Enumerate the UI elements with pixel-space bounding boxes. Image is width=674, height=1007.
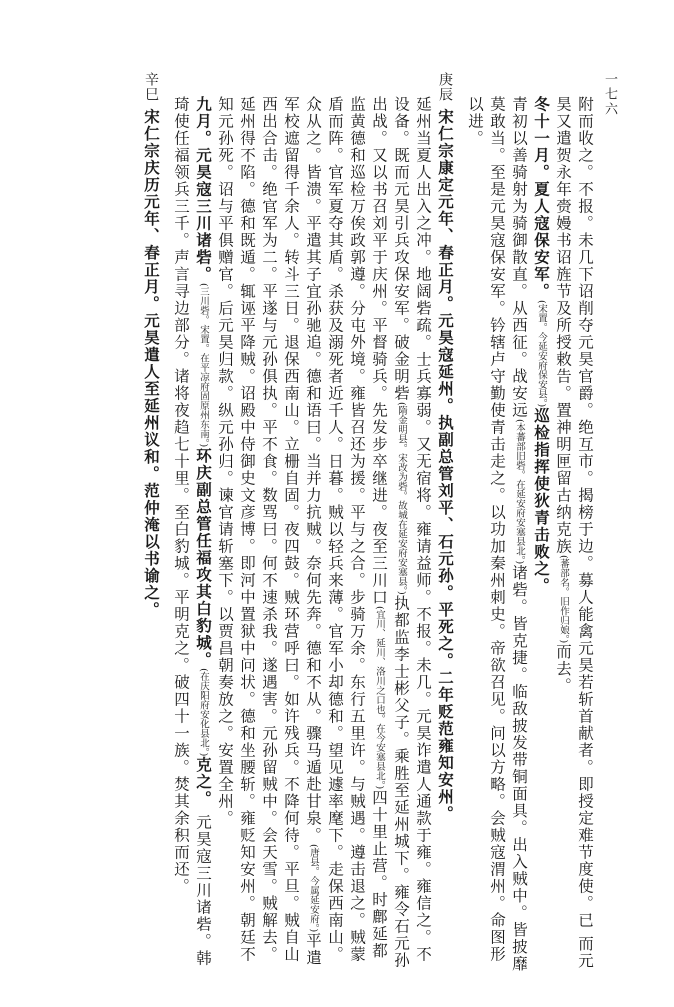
annotation: (宜川、延川、洛川之口也。在今安塞县北。) [374, 606, 385, 790]
annotation: (三川砦。宋置。在平凉府固原州东南。) [198, 283, 209, 448]
entry-body [214, 96, 434, 976]
line-text: 附而收之。不报。未几下诏削夺元昊官爵。绝互市。揭榜于边。募人能禽元昊若斩首献者。即授定难节度使。已 [576, 96, 594, 929]
entry-heading: 环庆副总管任福攻其白豹城。 [194, 447, 213, 669]
entry-heading: 宋仁宗康定元年、春正月。元昊寇延州。执副总管刘平、石元孙。平死之。二年贬范雍知安州。 [436, 108, 455, 823]
annotation: (蕃部名。旧作归娘。) [558, 555, 569, 644]
ganzhi-label: 庚辰 [437, 72, 453, 102]
annotation: (宋置。今延安府保安县。) [536, 300, 547, 408]
page-number: 一七六 [602, 72, 617, 117]
annotation: (本蕃部旧砦。在延安府安塞县北。) [514, 419, 525, 565]
line-text: 诸砦。皆克捷。临敌披发带铜面具。出入贼中。皆披靡莫敢当。至是元昊寇保安军。钤辖卢守勤使青击走之。以功加秦州刺史。帝欲召见。问以方略。会贼寇渭州。命图形以进。 [466, 96, 528, 973]
entry-heading: 巡检指挥使狄青击败之。 [532, 407, 551, 595]
ganzhi-label: 辛巳 [143, 72, 159, 102]
text-columns [40, 72, 596, 976]
line-text: 延州当夏人出入之冲。地阔砦疏。士兵寡弱。又无宿将。雍请益师。不报。未几。元昊诈遣人通款于雍。雍信之。不设备。既而元昊引兵攻保安军。破金明砦 [392, 96, 432, 963]
passage-continuation [552, 96, 596, 976]
line-text: 平遣军校遮留得千余人。转斗三日。退保西南山。立栅自固。夜四鼓。贼环营呼曰。如许残兵。不降何待。平旦。贼自山西出合击。绝官军为二。平遂与元孙俱执。平不食。数骂曰。何不速杀我。遂遇害。元孙留贼中。会天雪。贼解去。延州得不陷。德和既遁。辄诬平降贼。诏殿中侍御史文彦博。即河中置狱中问状。德和坐腰斩。雍贬知安州。朝廷不知元孙死。诏与平俱赠官。后元昊归款。纵元孙归。谏官请斩塞下。以贾昌朝奏放之。安置全州。 [216, 96, 322, 967]
annotation: (唐县。今属延安府。) [308, 844, 319, 933]
line-text: 青初以善骑射为骑御散直。从西征。战安远 [510, 96, 528, 419]
entry-winter-eleventh-month [530, 96, 552, 976]
entry-heading: 冬十一月。夏人寇保安军。 [532, 96, 551, 300]
entry-heading: 克之。 [194, 756, 213, 808]
entry-heading: 九月。元昊寇三川诸砦。 [194, 96, 213, 283]
entry-body [464, 96, 530, 976]
entry-heading: 宋仁宗庆历元年、春正月。元昊遣人至延州议和。范仲淹以书谕之。 [142, 108, 161, 619]
annotation: (隋金明县。宋改为砦。故城在延安府安塞县。) [396, 402, 407, 595]
line-text: 而去。 [554, 643, 572, 695]
line-text: 元昊寇三川诸砦。韩琦使任福领兵三千。声言寻边部分。诸将夜趋七十里。至白豹城。平明克之。破四十一族。焚其余积而还。 [172, 96, 212, 967]
spacer [456, 96, 464, 976]
line-text: 执都监李士彬父子。乘胜至延州城下。雍令石元孙出战。又以书召刘平于庆州。平督骑兵。先发步卒继进。夜至三川口 [370, 96, 410, 969]
entry-ninth-month [170, 96, 214, 976]
spacer [162, 96, 170, 976]
year-heading-1 [434, 72, 456, 976]
line-text: 四十里止营。时鄜延都监黄德和巡检万俟政郭遵。分屯外境。雍皆召还为援。平与之合。步骑万余。东行五里许。与贼遇。遵击退之。贼蒙盾而阵。官军夏夺其盾。杀获及溺死者近千人。日暮。贼以轻兵来薄。官军小却德和。望见遽率麾下。走保西南山。众从之。皆溃。平遣其子宜孙驰追。德和语曰。当并力抗贼。奈何先奔。德和不从。骤马遁赴甘泉。 [304, 96, 388, 963]
year-heading-2 [140, 72, 162, 976]
annotation: (在庆阳府安化县北。) [198, 668, 209, 757]
line-text: 而元昊又遣贺永年赍嫚书诏旌节及所授敕告。置神明匣留古纳克族 [554, 96, 594, 970]
